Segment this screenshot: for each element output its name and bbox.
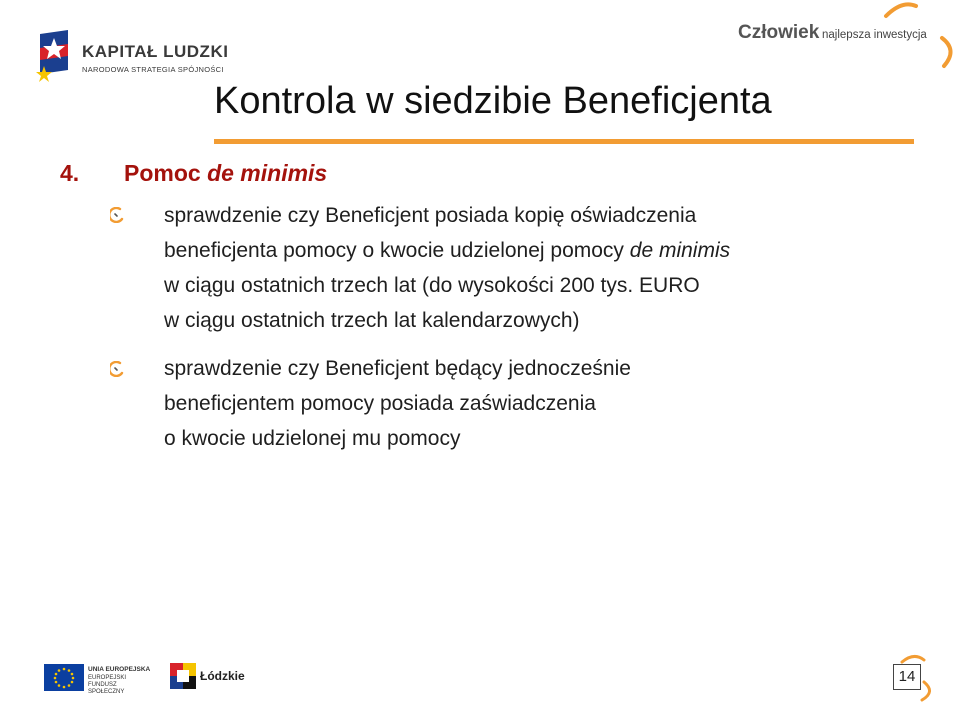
page-title: Kontrola w siedzibie Beneficjenta <box>214 80 772 122</box>
eu-logo-subtitle-b: FUNDUSZ SPOŁECZNY <box>88 682 125 695</box>
lodzkie-label: Łódzkie <box>200 669 245 683</box>
bullet-1-line-3: w ciągu ostatnich trzech lat (do wysokości 200 tys. EURO <box>164 274 700 297</box>
eu-logo-subtitle <box>88 675 154 696</box>
section-number: 4. <box>60 160 80 186</box>
lodzkie-logo <box>170 663 260 693</box>
bullet-1-line-2 <box>164 233 730 268</box>
kapital-ludzki-flag-icon <box>34 30 74 86</box>
lodzkie-emblem-icon <box>170 663 196 689</box>
eu-logo <box>44 664 154 694</box>
kapital-ludzki-logo <box>34 28 234 94</box>
section-label-prefix: Pomoc <box>124 160 208 186</box>
section-label <box>124 160 327 187</box>
eu-logo-subtitle-a: EUROPEJSKI <box>88 675 127 681</box>
bullet-1-line-1: sprawdzenie czy Beneficjent posiada kopię oświadczenia <box>164 204 697 227</box>
bullet-1-line-2-text: beneficjenta pomocy o kwocie udzielonej pomocy <box>164 239 630 262</box>
czlowiek-logo-tagline: najlepsza inwestycja <box>822 29 927 41</box>
bullet-1-line-4: w ciągu ostatnich trzech lat kalendarzowych) <box>164 309 580 332</box>
page-number: 14 <box>893 664 921 690</box>
bullet-text-1 <box>164 198 730 338</box>
section-label-italic: de minimis <box>207 160 328 186</box>
orange-swoosh-icon <box>872 0 960 72</box>
eu-logo-title: UNIA EUROPEJSKA <box>88 666 151 673</box>
bullet-icon <box>110 361 124 377</box>
bullet-text-2 <box>164 351 631 456</box>
eu-flag-icon <box>44 664 84 691</box>
kapital-ludzki-title: KAPITAŁ LUDZKI <box>82 42 229 61</box>
title-underline <box>214 139 914 144</box>
bullet-2-line-1: sprawdzenie czy Beneficjent będący jednocześnie <box>164 357 631 380</box>
bullet-1-line-2-italic: de minimis <box>629 239 731 262</box>
bullet-icon <box>110 207 124 223</box>
kapital-ludzki-subtitle: NARODOWA STRATEGIA SPÓJNOŚCI <box>82 65 224 74</box>
bullet-2-line-3: o kwocie udzielonej mu pomocy <box>164 427 461 450</box>
czlowiek-logo-main: Człowiek <box>738 22 820 43</box>
bullet-2-line-2: beneficjentem pomocy posiada zaświadczenia <box>164 392 596 415</box>
section-heading <box>60 160 328 187</box>
